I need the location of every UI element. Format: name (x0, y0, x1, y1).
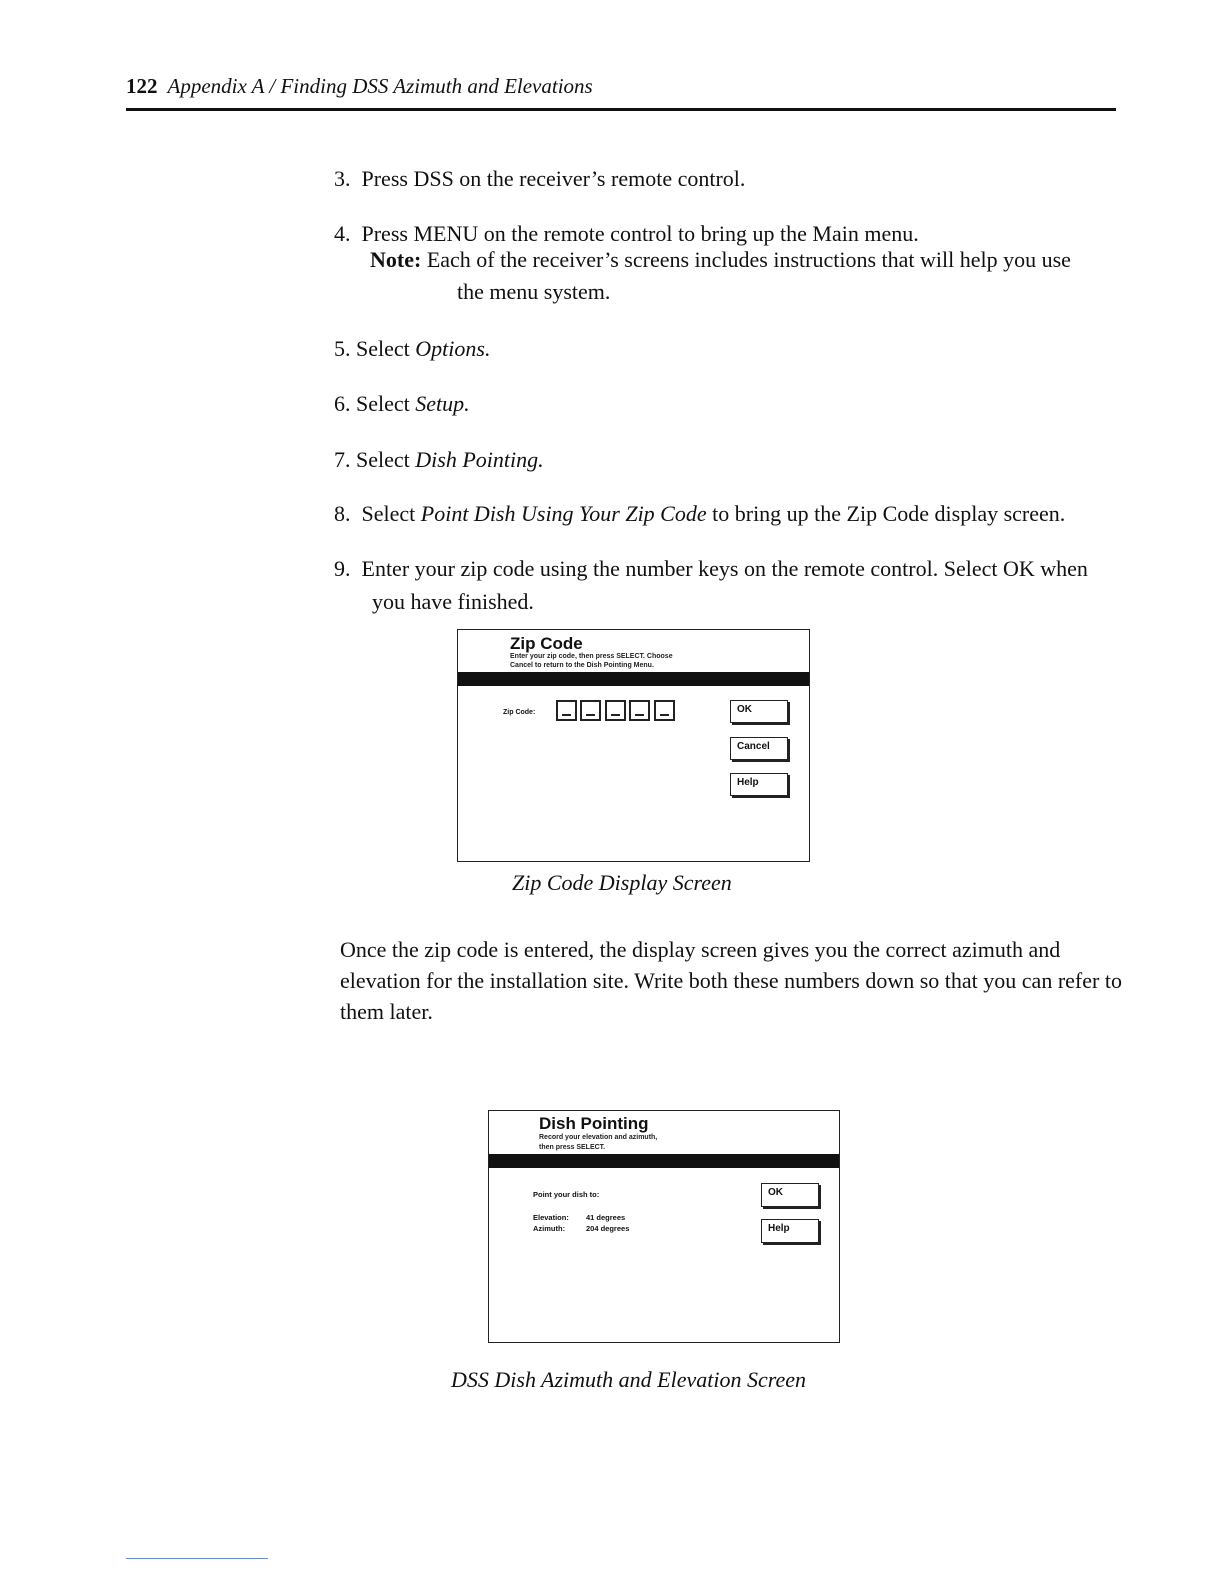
zip-digit-1[interactable] (556, 700, 577, 721)
dish-screen-bar (489, 1154, 839, 1168)
step-3: 3. Press DSS on the receiver’s remote control. (334, 166, 746, 191)
note-text: Each of the receiver’s screens includes instructions that will help you use (421, 247, 1071, 272)
note-label: Note: (370, 247, 422, 272)
running-title: Appendix A / Finding DSS Azimuth and Elevations (167, 74, 593, 98)
elevation-label: Elevation: (533, 1213, 569, 1222)
azimuth-label: Azimuth: (533, 1224, 566, 1233)
zip-screen-caption: Zip Code Display Screen (512, 870, 732, 895)
body-paragraph: Once the zip code is entered, the display screen gives you the correct azimuth and elevation for the installation site. Write both these numbers down so that you can refer to them later. (340, 937, 1122, 1024)
step-6: 6. Select Setup. (334, 391, 470, 416)
cancel-button[interactable]: Cancel (730, 737, 788, 760)
point-dish-label: Point your dish to: (533, 1190, 600, 1199)
ok-button[interactable]: OK (761, 1183, 819, 1207)
dish-screen-caption: DSS Dish Azimuth and Elevation Screen (451, 1367, 807, 1392)
ok-button[interactable]: OK (730, 700, 788, 723)
step-8: 8. Select Point Dish Using Your Zip Code to bring up the Zip Code display screen. (334, 501, 1066, 526)
zip-digit-3[interactable] (605, 700, 626, 721)
dish-screen-instructions-2: then press SELECT. (539, 1144, 606, 1151)
help-button[interactable]: Help (730, 773, 788, 796)
step-9: 9. Enter your zip code using the number keys on the remote control. Select OK when (334, 556, 1088, 581)
zip-digit-2[interactable] (580, 700, 601, 721)
zip-digit-5[interactable] (654, 700, 675, 721)
zip-field-label: Zip Code: (503, 709, 536, 716)
dish-screen-instructions-1: Record your elevation and azimuth, (539, 1134, 658, 1141)
zip-code-screen (457, 629, 810, 862)
page-header (126, 74, 1116, 104)
page-number: 122 (126, 74, 158, 98)
dish-pointing-screen (488, 1110, 840, 1343)
zip-screen-instructions-2: Cancel to return to the Dish Pointing Menu. (510, 662, 654, 669)
dish-screen-title: Dish Pointing (539, 1114, 649, 1133)
step-4: 4. Press MENU on the remote control to bring up the Main menu. (334, 221, 919, 246)
zip-screen-title: Zip Code (510, 634, 583, 653)
note (370, 244, 1071, 275)
footer-rule (126, 1558, 268, 1559)
zip-screen-instructions-1: Enter your zip code, then press SELECT. Choose (510, 653, 673, 660)
header-rule (126, 108, 1116, 111)
help-button[interactable]: Help (761, 1219, 819, 1243)
azimuth-value: 204 degrees (586, 1224, 630, 1233)
zip-screen-bar (458, 672, 809, 686)
step-7: 7. Select Dish Pointing. (334, 447, 544, 472)
elevation-value: 41 degrees (586, 1213, 626, 1222)
step-5: 5. Select Options. (334, 336, 491, 361)
note-continuation: the menu system. (457, 279, 611, 304)
step-9-continuation: you have finished. (372, 589, 534, 614)
zip-digit-4[interactable] (629, 700, 650, 721)
